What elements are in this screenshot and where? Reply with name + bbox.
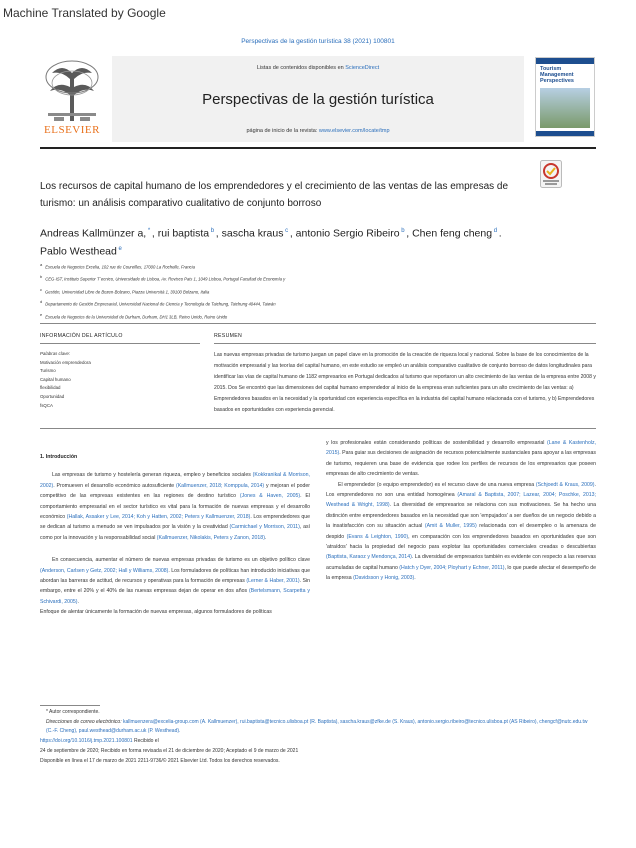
contents-line (112, 65, 524, 71)
keyword: Motivación emprendedora (40, 359, 91, 365)
paragraph-text: . (264, 534, 267, 541)
citation-link[interactable]: (Kallmuenzer, Nikolakis, Peters y Zanon, 2018) (156, 534, 265, 541)
email-label: Direcciones de correo electrónico: (46, 718, 123, 725)
received-label: Recibido el (132, 738, 159, 745)
abstract-divider (40, 428, 596, 429)
citation-link[interactable]: (Kallmuenzer, 2018; Komppula, 2014) (175, 482, 265, 489)
author-affiliation-marker[interactable]: * (146, 228, 152, 234)
abstract-rule (214, 343, 596, 344)
affiliation: $^a$ Escuela de Negocios Excelia, 102 rue de Coureilles, 17000 La Rochelle, Francia (40, 262, 195, 270)
paragraph (40, 470, 310, 543)
affiliation: $^d$ Departamento de Gestión Empresarial, Universidad Nacional de Ciencia y Tecnología de Taichung, Taichung 40444, Taiwán (40, 299, 276, 307)
section-heading: 1. Introducción (40, 454, 78, 460)
online-line: Disponible en línea el 17 de marzo de 2021 2211-9736/© 2021 Elsevier Ltd. Todos los derechos reservados. (40, 757, 280, 764)
email-links[interactable]: kallmuenzera@excelia-group.com (A. Kallmuenzer), rui.baptista@tecnico.ulisboa.pt (R. Baptista), sascha.kraus@zfke.de (S. Kraus), antonio.sergio.ribeiro@tecnico.ulisboa.pt (AS Ribeiro), chengcf@nutc.edu.tw (C.-F. Cheng), paul.westhead@durham.ac.uk (P. Westhead). (46, 718, 588, 735)
author-name[interactable]: . Pablo Westhead (40, 227, 502, 257)
journal-header (112, 56, 524, 142)
affiliation-list (40, 260, 460, 322)
article-info-heading: INFORMACIÓN DEL ARTÍCULO (40, 333, 123, 339)
doi-line (40, 737, 596, 747)
author-affiliation-marker[interactable]: e (116, 245, 122, 252)
citation-link[interactable]: (Lerner & Haber, 2001) (246, 578, 300, 585)
email-line (40, 718, 596, 737)
paragraph-text: Las empresas de turismo y hostelería generan riqueza, empleo y beneficios sociales (52, 472, 253, 479)
homepage-link[interactable]: www.elsevier.com/locate/tmp (318, 128, 390, 134)
paragraph (40, 555, 310, 607)
affiliation: $^b$ CEG-IST, Instituto Superior T´ecnico, Universidade de Lisboa, Av. Rovisco Pais 1, 1049 Lisboa, Portugal Facultad de Economía y (40, 274, 286, 282)
journal-cover-image (535, 57, 595, 137)
citation-link[interactable]: (Amaral & Baptista, 2007; Lazear, 2004; Poschke, 2013; Westhead & Wright, 1998) (326, 492, 596, 509)
doi-link[interactable]: https://doi.org/10.1016/j.tmp.2021.100801 (40, 738, 133, 745)
article-info-rule (40, 343, 200, 344)
metadata-divider (40, 323, 596, 324)
citation-link[interactable]: (Lane & Kastenholz, 2015) (326, 440, 597, 457)
author-name[interactable]: Andreas Kallmünzer a, (40, 227, 147, 240)
paragraph-text: . Los emprendedores que se dedican al turismo a menudo se ven impulsados por la visión y la creatividad (40, 514, 311, 531)
article-title: Los recursos de capital humano de los emprendedores y el crecimiento de las ventas de las empresas de turismo: un análisis comparativo cualitativo de conjunto borroso (40, 181, 509, 209)
footnote-rule (40, 705, 100, 706)
keyword: Turismo (40, 368, 56, 374)
sciencedirect-link[interactable]: ScienceDirect (345, 65, 380, 71)
paragraph-text: En consecuencia, aumentar el número de nuevas empresas privadas de turismo es un objetivo político clave (52, 557, 310, 564)
corresponding-author-note: * Autor correspondiente. (46, 709, 100, 715)
author-name[interactable]: , Chen feng cheng (406, 227, 493, 240)
citation-link[interactable]: (Hallak, Assaker y Lee, 2014; Koh y Hatten, 2002; Peters y Kallmuenzer, 2018) (66, 514, 251, 521)
journal-title: Perspectivas de la gestión turística (202, 91, 434, 108)
abstract-heading: RESUMEN (214, 333, 243, 339)
citation-link[interactable]: (Hatch y Dyer, 2004; Ployhart y Echner, 2011) (399, 564, 505, 571)
paragraph (326, 480, 596, 584)
keyword: Oportunidad (40, 393, 65, 399)
paragraph-text: , en comparación con los emprendedores basados en oportunidades que son 'atraídos' hacia la propiedad del negocio para explotar las oportunidades comerciales creadas o descubiertas (326, 533, 596, 551)
homepage-line (112, 128, 524, 134)
check-for-updates-icon[interactable] (540, 160, 562, 188)
author-name[interactable]: Sergio Ribeiro (330, 227, 400, 240)
paragraph-text: . Los formuladores de políticas han introducido iniciativas que abordan las barreras de actitud, de recursos y operativas para la formación de empresas (40, 567, 310, 585)
citation-link[interactable]: (Anderson, Carlsen y Getz, 2002; Hall y Williams, 2008) (40, 567, 169, 574)
citation-link[interactable]: (Amit & Muller, 1995) (424, 523, 477, 530)
paragraph-text: . El comportamiento empresarial en el sector turístico es vital para la formación de nuevas empresas y el desarrollo económico (40, 493, 310, 521)
keyword: fsQCA (40, 402, 53, 408)
paragraph-text: relacionada con el desempleo o la amenaza de despido (326, 523, 596, 540)
citation-link[interactable]: (Davidsson y Honig, 2003) (353, 575, 415, 582)
keyword: Capital humano (40, 376, 71, 382)
paragraph-text: . (414, 575, 416, 582)
paragraph-text: . La diversidad de empresarios también es evidente con respecto a las reservas acumuladas de capital humano (326, 554, 596, 571)
keyword: flexibilidad (40, 385, 61, 391)
left-column (40, 452, 310, 618)
paragraph-text: El emprendedor (o equipo emprendedor) es el recurso clave de una nueva empresa (338, 481, 536, 488)
cover-title: Tourism Management Perspectives (540, 66, 574, 84)
citation-link[interactable]: (Baptista, Karaoz y Mendonça, 2014) (326, 554, 412, 561)
translation-banner: Machine Translated by Google (3, 6, 166, 20)
paragraph-text: . (77, 598, 79, 605)
paragraph-text: , así como por la innovación y la responsabilidad social (40, 524, 310, 541)
author-name[interactable]: , rui baptista (151, 227, 210, 240)
citation-link[interactable]: (Kokkranikal & Morrison, 2002) (40, 472, 310, 489)
author-affiliation-marker[interactable]: c (283, 228, 290, 234)
keywords-block (40, 350, 91, 410)
citation-link[interactable]: (Carmichael y Morrison, 2011) (229, 524, 300, 531)
paragraph (326, 438, 596, 480)
author-name[interactable]: , sascha kraus (215, 227, 284, 240)
author-affiliation-marker[interactable]: b (209, 228, 216, 234)
author-name[interactable]: , antonio (289, 227, 331, 240)
paragraph-text: , lo que puede afectar el desempeño de la empresa (326, 564, 597, 582)
journal-reference-link[interactable]: Perspectivas de la gestión turística 38 (2021) 100801 (241, 38, 395, 45)
abstract-text: Las nuevas empresas privadas de turismo juegan un papel clave en la promoción de la creación de riqueza local y nacional. Sobre la base de los conocimientos de la motivación empresarial y las teorías del capital humano, en este estudio se empleó un análisis comparativo cualitativo de conjunto borroso de datos longitudinales para identificar las vías de capital humano de 1182 empresarios en Portugal dedicados al turismo que reportaron un alto crecimiento de las ventas de la empresa entre 2008 y 2015. Dos Se encontró que las dimensiones del capital humano emprendedor al inicio de la empresa eran suficientes para un alto crecimiento de las ventas: a) Emprendedores basados en la necesidad y la oportunidad con experiencia específica en la industria del capital humano relacionada con el turismo, y b) Emprendedores basados en oportunidades con experiencia gerencial. (214, 352, 596, 413)
paragraph-text: . Sin embargo, entre el 20% y el 40% de las nuevas empresas dejan de operar en dos años (40, 578, 310, 595)
keywords-label: Palabras clave: (40, 351, 71, 356)
paragraph-text: . Para guiar sus decisiones de asignación de recursos potencialmente sustanciales para apoyar a las empresas de turismo, requieren una base de evidencia que rodee los perfiles de recursos de los empresarios que poseen empresas de alto crecimiento de ventas. (326, 450, 596, 478)
paragraph-tail: Enfoque de alentar únicamente la formación de nuevas empresas, algunos formuladores de políticas (40, 609, 272, 616)
paragraph-text: y los profesionales están considerando políticas de sostenibilidad y desarrollo empresarial (326, 440, 548, 446)
paragraph-text: y mejoran el poder competitivo de las empresas existentes en las regiones de destino turístico (40, 482, 311, 500)
paragraph-text: . Promueven el desarrollo económico autosuficiente (53, 482, 176, 489)
affiliation: $^e$ Escuela de Negocios de la Universidad de Durham, Durham, DH1 3LB, Reino Unido, Reino Unido (40, 311, 228, 319)
header-divider (40, 147, 596, 149)
author-affiliation-marker[interactable]: b (399, 228, 407, 234)
homepage-prefix: página de inicio de la revista: (246, 128, 319, 134)
citation-link[interactable]: (Bertelsmann, Scarpetta y Schivardi, 2005) (40, 588, 310, 605)
citation-link[interactable]: (Evans & Leighton, 1990) (346, 533, 409, 540)
footnotes (40, 708, 596, 766)
author-list (40, 224, 510, 259)
contents-prefix: Listas de contenidos disponibles en (256, 65, 346, 71)
citation-link[interactable]: (Schjoedt & Kraus, 2009) (535, 481, 595, 488)
paragraph-text: . La diversidad de empresarios se relaciona con sus motivaciones. Se ha hecho una distinción entre emprendedores basados en la necesidad que son 'empujados' a ser dueños de un negocio debido a la insatisfacción con su situación actual (326, 502, 596, 530)
history-line: 24 de septiembre de 2020; Recibido en forma revisada el 21 de diciembre de 2020; Aceptado el 9 de marzo de 2021 (40, 747, 299, 754)
citation-link[interactable]: (Jones & Haven, 2005) (239, 493, 301, 500)
author-affiliation-marker[interactable]: d (492, 228, 499, 234)
elsevier-wordmark: ELSEVIER (44, 124, 100, 136)
right-column (326, 438, 596, 584)
affiliation: $^c$ Gestión, Universidad Libre de Bozen-Bolzano, Piazza Università 1, 39100 Bolzano, Italia (40, 286, 210, 295)
paragraph-text: . Los emprendedores no son una entidad homogénea (326, 481, 596, 499)
